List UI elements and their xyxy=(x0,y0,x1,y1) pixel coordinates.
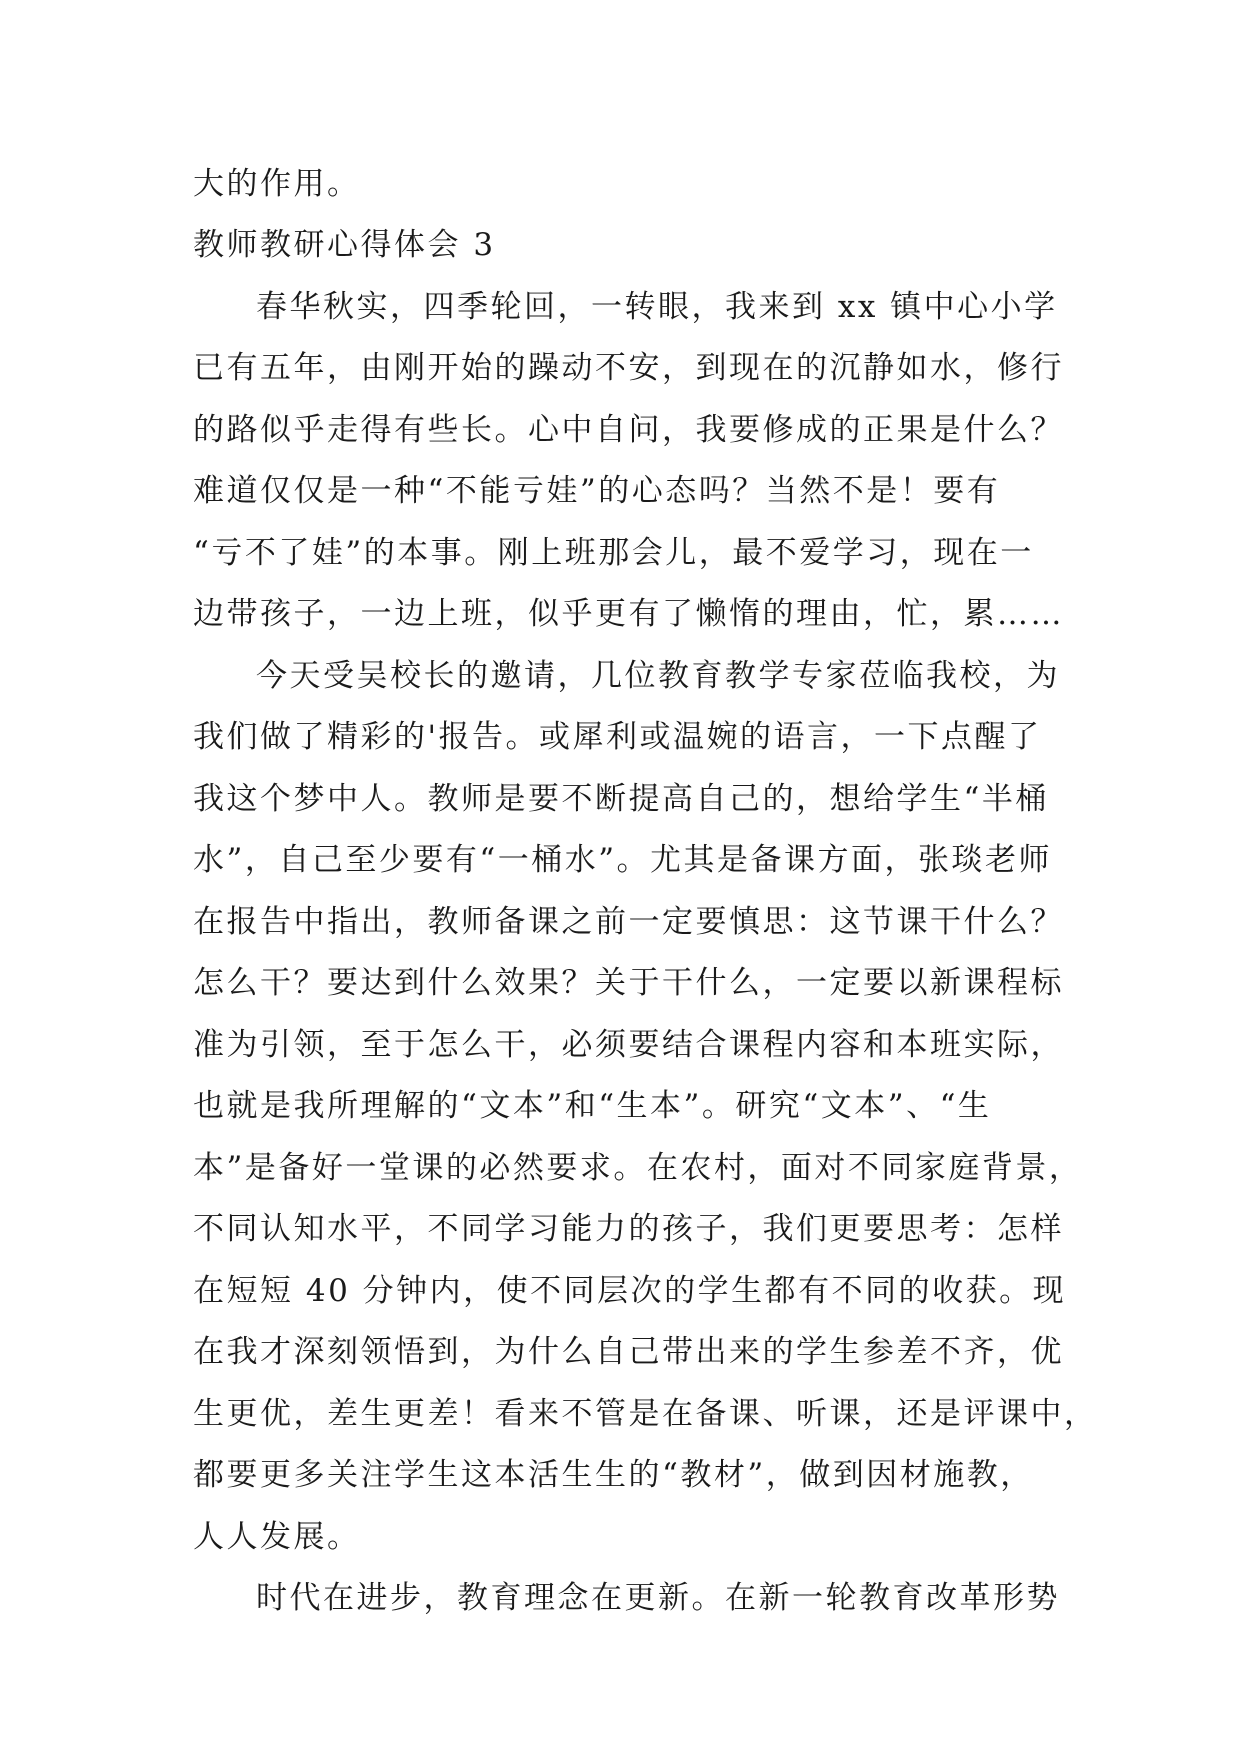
paragraph-line: 不同认知水平，不同学习能力的孩子，我们更要思考：怎样 xyxy=(193,1211,1064,1247)
paragraph-line: “亏不了娃”的本事。刚上班那会儿，最不爱学习，现在一 xyxy=(193,535,1034,571)
paragraph-line: 也就是我所理解的“文本”和“生本”。研究“文本”、“生 xyxy=(193,1088,992,1124)
paragraph-line: 大的作用。 xyxy=(193,166,361,202)
paragraph-line: 在我才深刻领悟到，为什么自己带出来的学生参差不齐，优 xyxy=(193,1334,1064,1370)
paragraph-line: 我们做了精彩的'报告。或犀利或温婉的语言，一下点醒了 xyxy=(193,719,1042,755)
paragraph-line: 我这个梦中人。教师是要不断提高自己的，想给学生“半桶 xyxy=(193,781,1049,817)
paragraph-line: 准为引领，至于怎么干，必须要结合课程内容和本班实际， xyxy=(193,1027,1064,1063)
paragraph-line: 水”，自己至少要有“一桶水”。尤其是备课方面，张琰老师 xyxy=(193,842,1053,878)
paragraph-line: 今天受吴校长的邀请，几位教育教学专家莅临我校，为 xyxy=(256,658,1060,694)
paragraph-line: 在短短 40 分钟内，使不同层次的学生都有不同的收获。现 xyxy=(193,1273,1067,1309)
paragraph-line: 都要更多关注学生这本活生生的“教材”，做到因材施教， xyxy=(193,1457,1034,1493)
paragraph-line: 时代在进步，教育理念在更新。在新一轮教育改革形势 xyxy=(256,1580,1060,1616)
paragraph-line: 已有五年，由刚开始的躁动不安，到现在的沉静如水，修行 xyxy=(193,350,1064,386)
paragraph-line: 怎么干？要达到什么效果？关于干什么，一定要以新课程标 xyxy=(193,965,1064,1001)
paragraph-line: 本”是备好一堂课的必然要求。在农村，面对不同家庭背景， xyxy=(193,1150,1083,1186)
paragraph-line: 人人发展。 xyxy=(193,1519,361,1555)
paragraph-line: 在报告中指出，教师备课之前一定要慎思：这节课干什么？ xyxy=(193,904,1064,940)
paragraph-line: 的路似乎走得有些长。心中自问，我要修成的正果是什么？ xyxy=(193,412,1064,448)
paragraph-line: 边带孩子，一边上班，似乎更有了懒惰的理由，忙，累…… xyxy=(193,596,1064,632)
paragraph-line: 生更优，差生更差！看来不管是在备课、听课，还是评课中， xyxy=(193,1396,1098,1432)
paragraph-line: 难道仅仅是一种“不能亏娃”的心态吗？当然不是！要有 xyxy=(193,473,1001,509)
section-title: 教师教研心得体会 3 xyxy=(193,227,496,263)
paragraph-line: 春华秋实，四季轮回，一转眼，我来到 xx 镇中心小学 xyxy=(256,289,1058,325)
